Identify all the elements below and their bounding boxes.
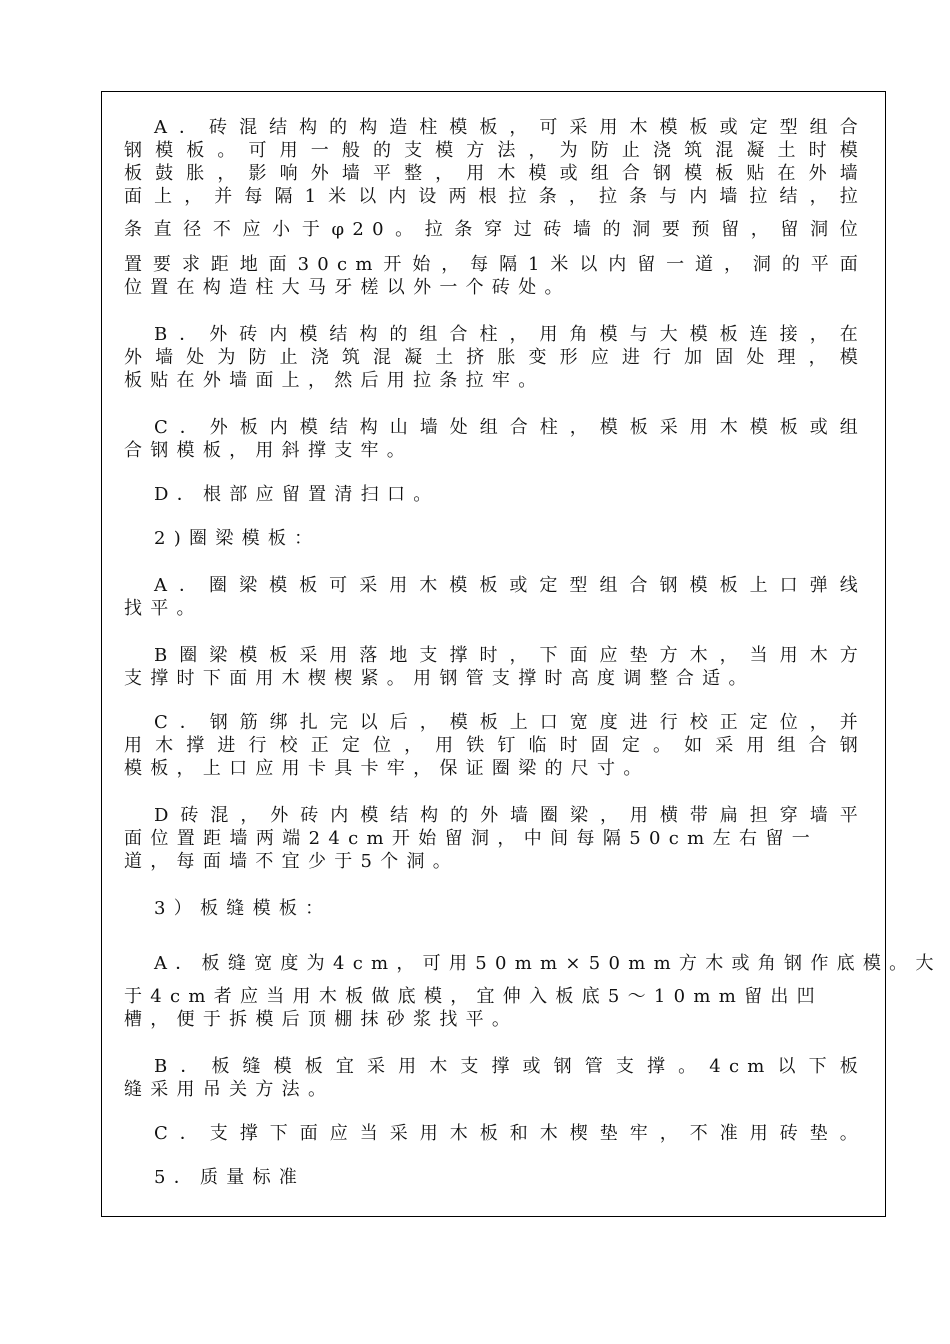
heading-slab-joint-formwork <box>124 897 866 920</box>
document-body <box>124 116 942 1189</box>
text-line: D．根部应留置清扫口。 <box>154 484 440 505</box>
text-line: 用木撑进行校正定位，用铁钉临时固定。如采用组合钢 <box>124 735 866 756</box>
text-line: 找平。 <box>124 598 203 619</box>
text-line: 缝采用吊关方法。 <box>124 1079 335 1100</box>
section-heading: 5．质量标准 <box>154 1167 306 1188</box>
paragraph-gable-column-c <box>124 416 866 462</box>
paragraph-ring-beam-a <box>124 574 866 620</box>
text-line: 于4cm者应当用木板做底模，宜伸入板底5～10mm留出凹 <box>124 986 823 1007</box>
section-heading: 2)圈梁模板： <box>154 528 321 549</box>
text-line: C．支撑下面应当采用木板和木楔垫牢，不准用砖垫。 <box>154 1123 866 1144</box>
section-heading: 3）板缝模板： <box>154 898 332 919</box>
paragraph-constructional-column-a <box>124 116 866 299</box>
text-line: A．圈梁模板可采用木模板或定型组合钢模板上口弹线 <box>154 575 866 596</box>
text-line: 板鼓胀，影响外墙平整，用木模或组合钢模板贴在外墙 <box>124 163 866 184</box>
text-line: A．砖混结构的构造柱模板，可采用木模板或定型组合 <box>154 117 866 138</box>
text-line: D砖混，外砖内模结构的外墙圈梁，用横带扁担穿墙平 <box>154 805 866 826</box>
text-line: 面位置距墙两端24cm开始留洞，中间每隔50cm左右留一 <box>124 828 818 849</box>
paragraph-combined-column-b <box>124 323 866 392</box>
text-line: 模板，上口应用卡具卡牢，保证圈梁的尺寸。 <box>124 758 650 779</box>
text-line: 置要求距地面30cm开始，每隔1米以内留一道，洞的平面 <box>124 254 866 275</box>
text-line: 面上，并每隔1米以内设两根拉条，拉条与内墙拉结，拉 <box>124 186 866 207</box>
text-line: 支撑时下面用木楔楔紧。用钢管支撑时高度调整合适。 <box>124 668 755 689</box>
paragraph-cleanout-d <box>124 483 866 506</box>
paragraph-ring-beam-d <box>124 804 866 873</box>
paragraph-ring-beam-b <box>124 644 866 690</box>
text-line: 槽，便于拆模后顶棚抹砂浆找平。 <box>124 1009 519 1030</box>
paragraph-slab-joint-a <box>124 952 942 1031</box>
text-line: A．板缝宽度为4cm，可用50mm×50mm方木或角钢作底模。大 <box>154 953 942 974</box>
text-line: B．外砖内模结构的组合柱，用角模与大模板连接，在 <box>154 324 866 345</box>
text-line: C．钢筋绑扎完以后，模板上口宽度进行校正定位，并 <box>154 712 866 733</box>
heading-quality-standard <box>124 1166 866 1189</box>
text-line: 板贴在外墙面上，然后用拉条拉牢。 <box>124 370 545 391</box>
text-line: 合钢模板，用斜撑支牢。 <box>124 440 414 461</box>
text-line: B．板缝模板宜采用木支撑或钢管支撑。4cm以下板 <box>154 1056 866 1077</box>
text-line: 钢模板。可用一般的支模方法，为防止浇筑混凝土时模 <box>124 140 866 161</box>
paragraph-slab-joint-b <box>124 1055 866 1101</box>
heading-ring-beam-formwork <box>124 527 866 550</box>
text-line: 位置在构造柱大马牙槎以外一个砖处。 <box>124 277 571 298</box>
paragraph-ring-beam-c <box>124 711 866 780</box>
text-line: 条直径不应小于φ20。拉条穿过砖墙的洞要预留，留洞位 <box>124 219 866 240</box>
text-line: B圈梁模板采用落地支撑时，下面应垫方木，当用木方 <box>154 645 866 666</box>
text-line: C．外板内模结构山墙处组合柱，模板采用木模板或组 <box>154 417 866 438</box>
text-line: 道，每面墙不宜少于5个洞。 <box>124 851 460 872</box>
paragraph-slab-joint-c <box>124 1122 866 1145</box>
text-line: 外墙处为防止浇筑混凝土挤胀变形应进行加固处理，模 <box>124 347 866 368</box>
